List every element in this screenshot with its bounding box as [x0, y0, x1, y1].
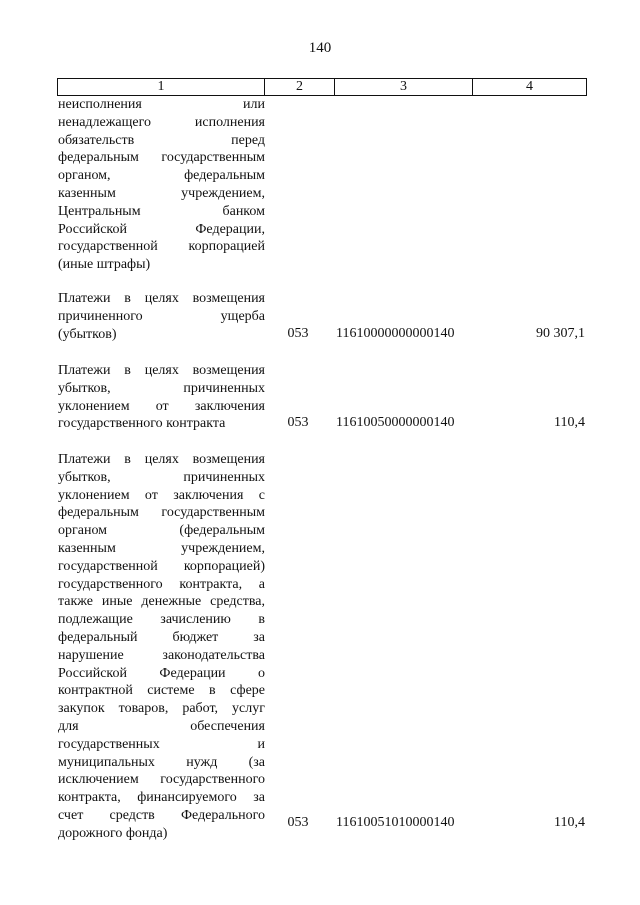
page-number: 140 [308, 40, 332, 56]
description-line: казенным учреждением, [58, 185, 265, 201]
column-header-2: 2 [265, 79, 335, 96]
description-line: подлежащие зачислению в [58, 612, 265, 628]
row-description [58, 290, 265, 343]
description-line: государственных и [58, 736, 265, 752]
column-header-3: 3 [335, 79, 473, 96]
row-code: 053 [287, 415, 309, 430]
description-line: контрактной системе в сфере [58, 683, 265, 699]
description-line: (иные штрафы) [58, 257, 151, 273]
description-line: федеральным государственным [58, 505, 265, 521]
description-line: Платежи в целях возмещения [58, 452, 265, 467]
description-line: Российской Федерации о [58, 665, 265, 681]
description-line: причиненного ущерба [58, 308, 265, 324]
description-line: нарушение законодательства [58, 647, 265, 663]
description-line: (убытков) [58, 326, 117, 342]
description-line: уклонением от заключения [58, 398, 265, 414]
description-line: для обеспечения [58, 718, 265, 734]
description-line: убытков, причиненных [58, 380, 265, 396]
description-line: убытков, причиненных [58, 469, 265, 485]
row-sum: 110,4 [554, 415, 585, 430]
column-header-4: 4 [473, 79, 587, 96]
description-line: контракта, финансируемого за [58, 790, 265, 806]
description-line: федеральный бюджет за [58, 629, 265, 645]
description-line: дорожного фонда) [58, 825, 168, 841]
description-line: Центральным банком [58, 203, 265, 219]
description-line: государственной корпорацией [58, 239, 265, 255]
description-line: органом, федеральным [58, 168, 265, 184]
description-line: Платежи в целях возмещения [58, 363, 265, 378]
description-line: обязательств перед [58, 132, 265, 148]
row-sum: 110,4 [554, 815, 585, 830]
description-line: закупок товаров, работ, услуг [58, 701, 265, 717]
description-line: органом (федеральным [58, 523, 265, 539]
column-header-row [58, 79, 587, 96]
row-code: 053 [287, 326, 309, 341]
row-kbk: 11610050000000140 [336, 415, 455, 430]
row-code: 053 [287, 815, 309, 830]
description-line: также иные денежные средства, [58, 594, 265, 610]
description-line: государственной корпорацией) [58, 558, 265, 574]
row-kbk: 11610051010000140 [336, 815, 455, 830]
description-line: муниципальных нужд (за [58, 754, 265, 770]
description-line: счет средств Федерального [58, 807, 265, 823]
description-line: казенным учреждением, [58, 540, 265, 556]
description-line: Российской Федерации, [58, 221, 265, 237]
row-sum: 90 307,1 [536, 326, 585, 341]
description-line: исключением государственного [58, 772, 265, 788]
row-kbk: 11610000000000140 [336, 326, 455, 341]
row-description [58, 96, 265, 274]
description-line: Платежи в целях возмещения [58, 291, 265, 306]
description-line: государственного контракта, а [58, 576, 265, 592]
description-line: федеральным государственным [58, 150, 265, 166]
description-line: ненадлежащего исполнения [58, 114, 265, 130]
row-description [58, 451, 265, 843]
description-line: неисполнения или [58, 97, 265, 112]
column-header-table [57, 78, 587, 96]
description-line: государственного контракта [58, 416, 226, 432]
row-description [58, 362, 265, 433]
column-header-1: 1 [58, 79, 265, 96]
description-line: уклонением от заключения с [58, 487, 265, 503]
